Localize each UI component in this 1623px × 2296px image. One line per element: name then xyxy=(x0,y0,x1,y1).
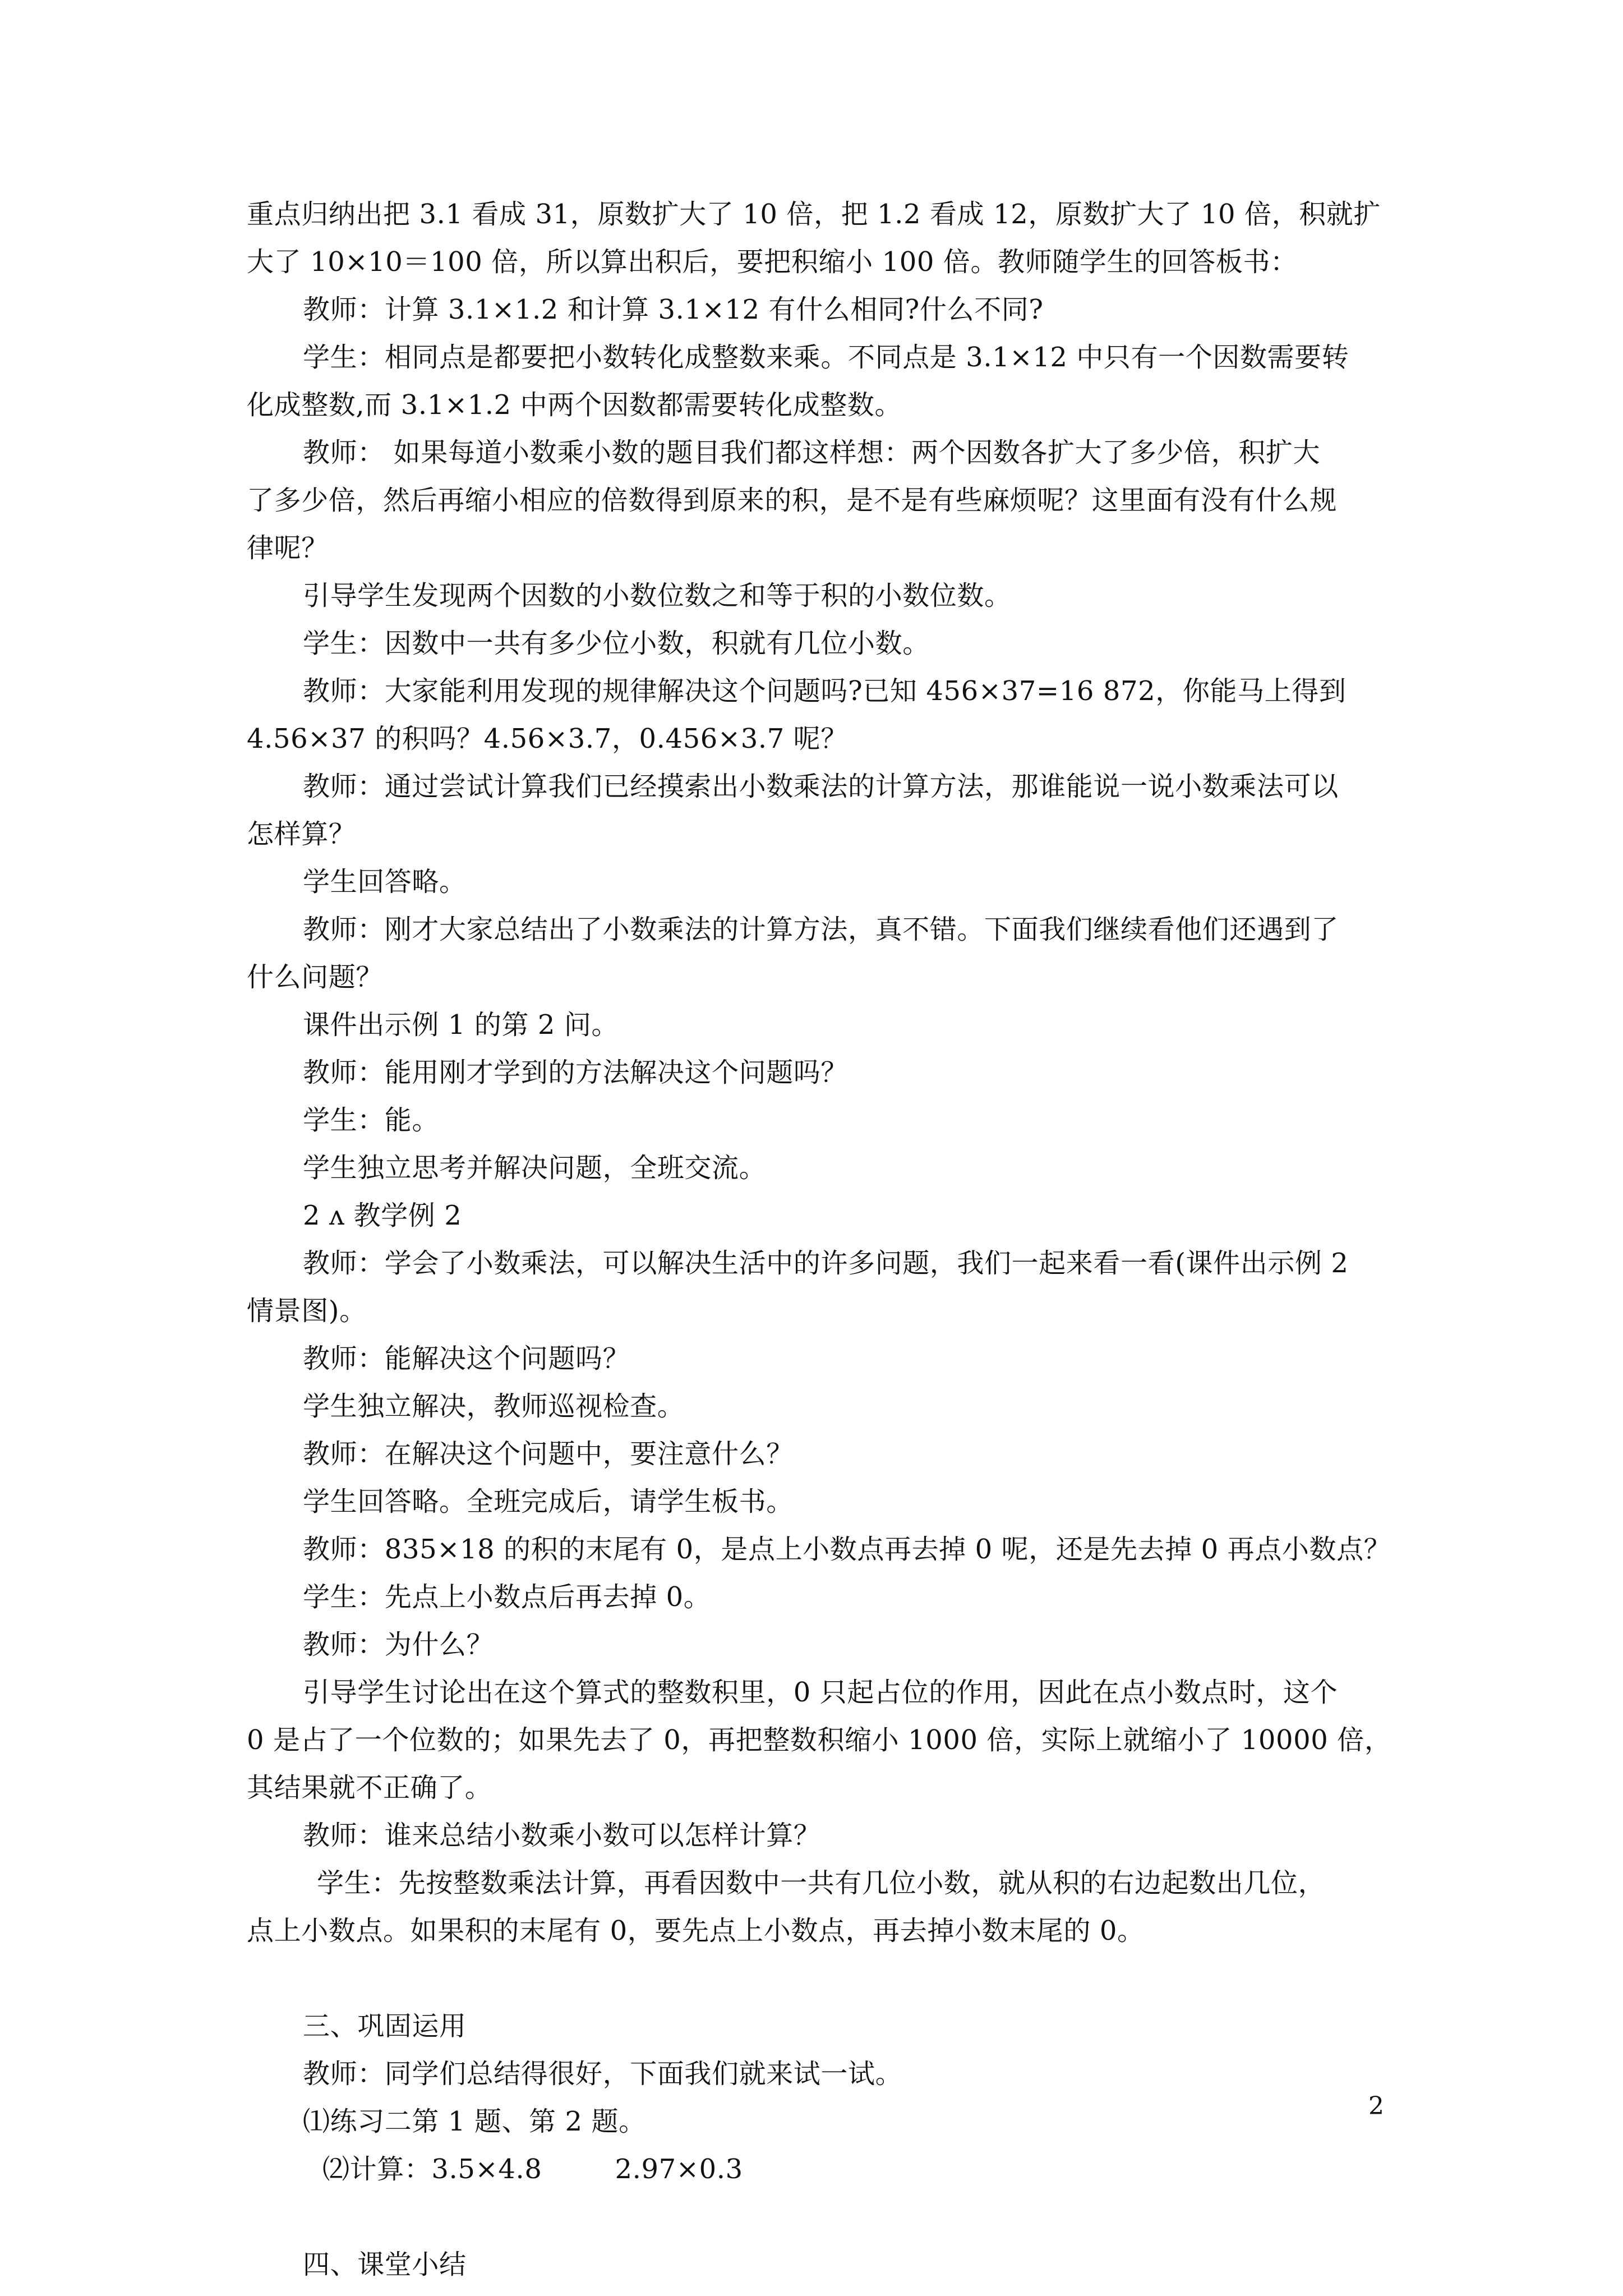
paragraph-line: 教师：学会了小数乘法，可以解决生活中的许多问题，我们一起来看一看(课件出示例 2 xyxy=(303,1248,1349,1279)
paragraph-line: 学生回答略。 xyxy=(303,866,467,898)
paragraph-line: 学生：先点上小数点后再去掉 0。 xyxy=(303,1581,711,1613)
paragraph-line: 课件出示例 1 的第 2 问。 xyxy=(303,1009,619,1041)
paragraph-line: 教师：在解决这个问题中，要注意什么？ xyxy=(303,1438,794,1470)
paragraph-line: 教师：835×18 的积的末尾有 0，是点上小数点再去掉 0 呢，还是先去掉 0 再点小数点？ xyxy=(303,1534,1391,1565)
paragraph-line: 引导学生发现两个因数的小数位数之和等于积的小数位数。 xyxy=(303,580,1012,611)
paragraph-line: 情景图)。 xyxy=(247,1295,367,1327)
paragraph-line: 学生：能。 xyxy=(303,1105,440,1136)
paragraph-line: 教师：通过尝试计算我们已经摸索出小数乘法的计算方法，那谁能说一说小数乘法可以 xyxy=(303,771,1339,802)
paragraph-line: 教师：能用刚才学到的方法解决这个问题吗？ xyxy=(303,1057,849,1088)
paragraph-line: 点上小数点。如果积的末尾有 0，要先点上小数点，再去掉小数末尾的 0。 xyxy=(247,1915,1145,1947)
exercise-item xyxy=(247,2146,1402,2193)
paragraph-line: 教师：大家能利用发现的规律解决这个问题吗?已知 456×37=16 872，你能马上得到 xyxy=(303,675,1347,707)
spacer xyxy=(247,1955,1402,2003)
spacer xyxy=(247,2193,1402,2241)
paragraph-line: 重点归纳出把 3.1 看成 31，原数扩大了 10 倍，把 1.2 看成 12，原数扩大了 10 倍，积就扩 xyxy=(247,199,1381,230)
paragraph-line: 4.56×37 的积吗？4.56×3.7，0.456×3.7 呢？ xyxy=(247,723,848,754)
paragraph-line: 学生独立解决，教师巡视检查。 xyxy=(303,1391,685,1422)
section-heading: 2 ʌ 教学例 2 xyxy=(303,1200,462,1231)
section-heading: 三、巩固运用 xyxy=(303,2010,467,2042)
paragraph-line: 化成整数,而 3.1×1.2 中两个因数都需要转化成整数。 xyxy=(247,389,902,421)
section-heading: 四、课堂小结 xyxy=(303,2249,467,2280)
paragraph-line: 学生：相同点是都要把小数转化成整数来乘。不同点是 3.1×12 中只有一个因数需要转 xyxy=(303,342,1349,373)
page-number: 2 xyxy=(1368,2092,1384,2120)
paragraph-line: 教师：刚才大家总结出了小数乘法的计算方法，真不错。下面我们继续看他们还遇到了 xyxy=(303,914,1339,945)
paragraph-line: 学生：先按整数乘法计算，再看因数中一共有几位小数，就从积的右边起数出几位， xyxy=(317,1867,1326,1899)
paragraph-line: 大了 10×10＝100 倍，所以算出积后，要把积缩小 100 倍。教师随学生的回答板书： xyxy=(247,246,1298,278)
paragraph-line: 了多少倍，然后再缩小相应的倍数得到原来的积，是不是有些麻烦呢？这里面有没有什么规 xyxy=(247,485,1338,516)
paragraph-line: 教师：计算 3.1×1.2 和计算 3.1×12 有什么相同?什么不同? xyxy=(303,294,1044,325)
paragraph-line: 教师：同学们总结得很好，下面我们就来试一试。 xyxy=(303,2058,903,2090)
paragraph-line: 学生：因数中一共有多少位小数，积就有几位小数。 xyxy=(303,628,930,659)
paragraph-line: 怎样算？ xyxy=(247,818,356,850)
paragraph-line: 教师：为什么？ xyxy=(303,1629,494,1660)
paragraph-line: 什么问题？ xyxy=(247,961,384,993)
exercise-item: ⑴练习二第 1 题、第 2 题。 xyxy=(303,2106,646,2137)
paragraph-line: 教师： 如果每道小数乘小数的题目我们都这样想：两个因数各扩大了多少倍，积扩大 xyxy=(303,437,1321,468)
paragraph-line: 0 是占了一个位数的；如果先去了 0，再把整数积缩小 1000 倍，实际上就缩小了 10000 倍， xyxy=(247,1724,1392,1756)
paragraph-line: 学生回答略。全班完成后，请学生板书。 xyxy=(303,1486,794,1517)
paragraph-line: 律呢？ xyxy=(247,532,329,564)
paragraph-line: 学生独立思考并解决问题，全班交流。 xyxy=(303,1152,767,1184)
paragraph-line: 引导学生讨论出在这个算式的整数积里，0 只起占位的作用，因此在点小数点时，这个 xyxy=(303,1677,1338,1708)
paragraph-line: 其结果就不正确了。 xyxy=(247,1772,492,1803)
document-body xyxy=(247,191,1402,2289)
paragraph-line: 教师：能解决这个问题吗？ xyxy=(303,1343,630,1374)
paragraph-line: 教师：谁来总结小数乘小数可以怎样计算？ xyxy=(303,1820,821,1851)
calc-expression: 2.97×0.3 xyxy=(615,2154,743,2185)
calc-label: ⑵计算：3.5×4.8 xyxy=(322,2154,542,2185)
